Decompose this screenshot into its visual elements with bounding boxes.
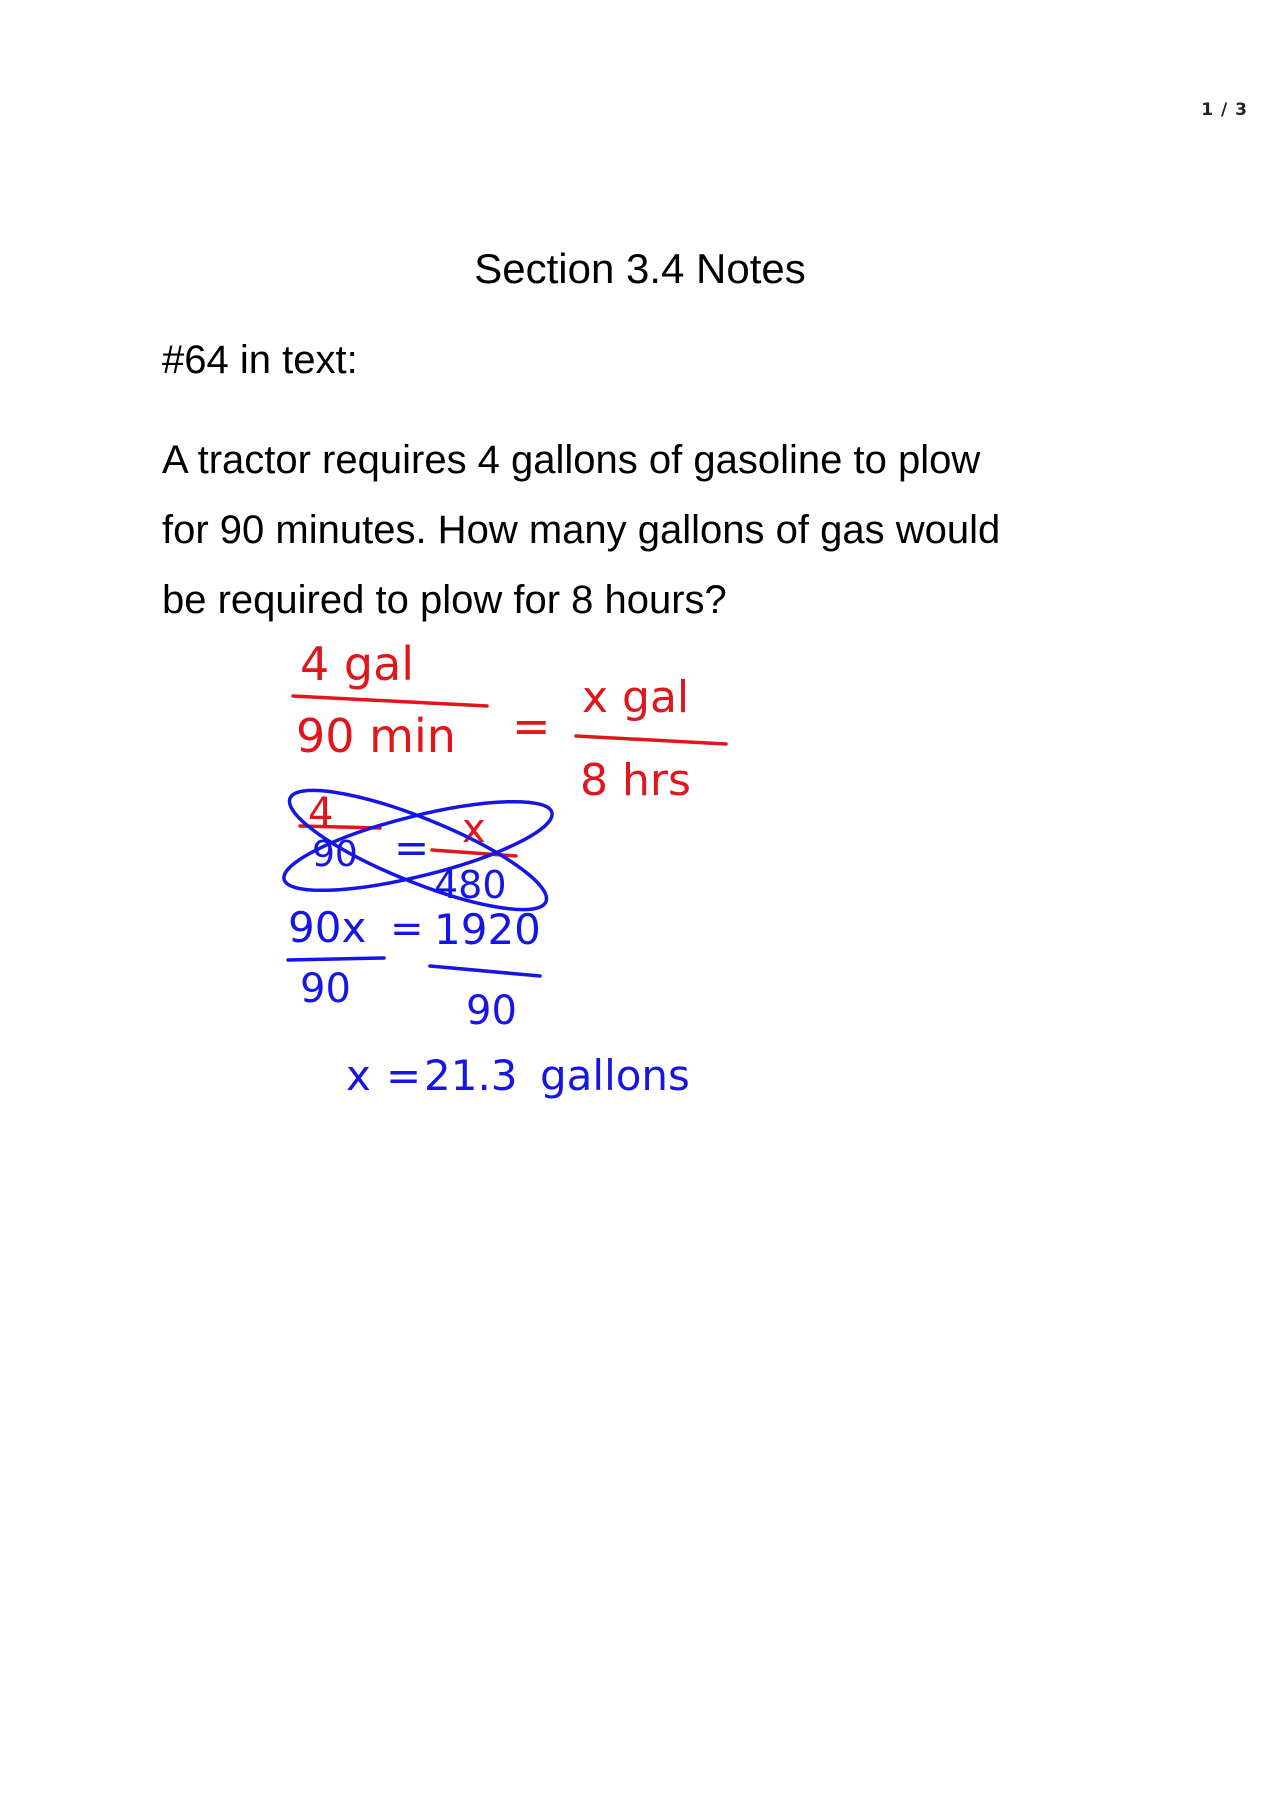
answer-variable: x xyxy=(346,1051,371,1100)
solve-lhs-divisor: 90 xyxy=(300,966,351,1012)
cross-left-denominator: 90 xyxy=(312,834,358,875)
page-title: Section 3.4 Notes xyxy=(474,245,806,292)
proportion-left-numerator: 4 gal xyxy=(300,637,415,691)
cross-left-numerator: 4 xyxy=(308,790,334,836)
answer-unit: gallons xyxy=(540,1051,690,1100)
cross-equals: = xyxy=(394,823,430,872)
solve-rhs-divisor: 90 xyxy=(466,988,517,1034)
page-counter: 1 / 3 xyxy=(1201,100,1248,120)
solve-lhs: 90x xyxy=(288,903,367,952)
final-answer xyxy=(346,1051,690,1100)
fraction-bar xyxy=(430,966,540,976)
solve-rhs: 1920 xyxy=(434,905,541,954)
solve-step xyxy=(288,903,541,1034)
problem-reference: #64 in text: xyxy=(162,338,358,382)
answer-equals: = xyxy=(386,1051,422,1100)
fraction-bar xyxy=(576,736,726,744)
solve-equals: = xyxy=(390,906,424,952)
proportion-right-denominator: 8 hrs xyxy=(580,755,691,806)
fraction-bar xyxy=(288,958,384,960)
fraction-bar xyxy=(293,696,487,706)
problem-line: be required to plow for 8 hours? xyxy=(162,578,727,622)
answer-value: 21.3 xyxy=(424,1051,518,1100)
cross-right-numerator: x xyxy=(462,806,486,852)
problem-line: A tractor requires 4 gallons of gasoline to plow xyxy=(162,438,981,482)
proportion-left-denominator: 90 min xyxy=(296,709,456,763)
problem-line: for 90 minutes. How many gallons of gas would xyxy=(162,508,1001,552)
proportion-right-numerator: x gal xyxy=(582,672,690,723)
cross-right-denominator: 480 xyxy=(434,863,507,907)
proportion-equals: = xyxy=(512,699,551,753)
proportion-setup xyxy=(293,637,726,806)
